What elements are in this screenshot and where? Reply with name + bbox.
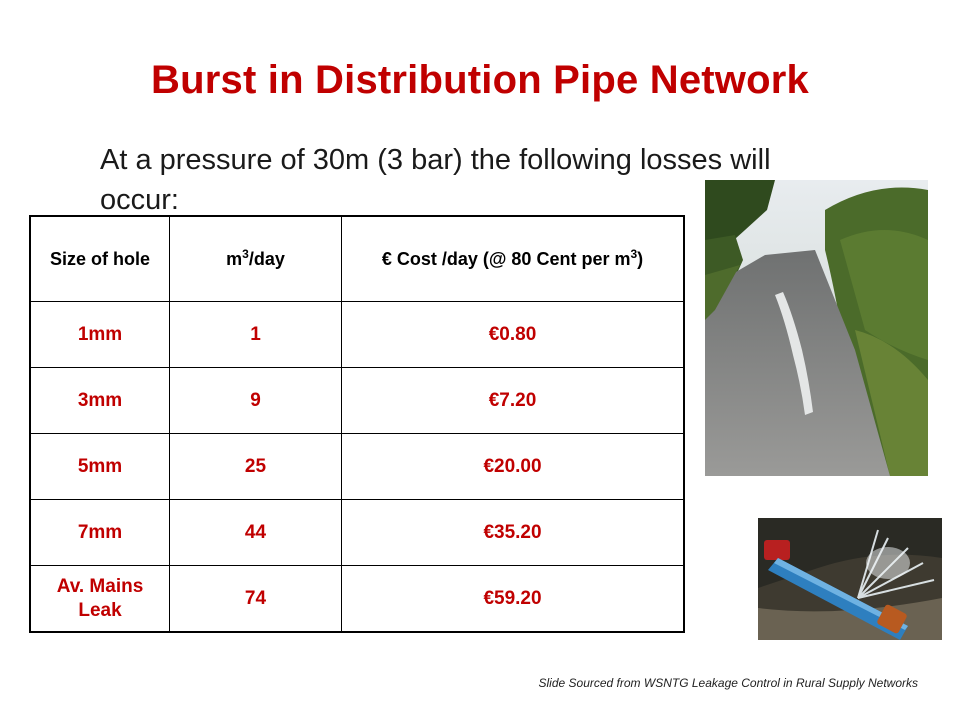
cell-cost: €0.80: [342, 302, 685, 368]
table-row: [30, 500, 684, 566]
slide-title: Burst in Distribution Pipe Network: [151, 58, 809, 102]
header-volume-exp: 3: [242, 247, 249, 261]
cell-cost: €35.20: [342, 500, 685, 566]
cell-size: 7mm: [30, 500, 170, 566]
cell-volume: 74: [170, 566, 342, 633]
table-row: [30, 566, 684, 633]
header-size: Size of hole: [30, 216, 170, 302]
header-volume: [170, 216, 342, 302]
cell-cost: €59.20: [342, 566, 685, 633]
table-header-row: [30, 216, 684, 302]
cell-size: 5mm: [30, 434, 170, 500]
losses-table: [29, 215, 685, 633]
cell-cost: €20.00: [342, 434, 685, 500]
header-volume-base: m: [226, 249, 243, 269]
table-row: [30, 368, 684, 434]
header-cost-end: ): [637, 249, 644, 269]
cell-size: Av. Mains Leak: [30, 566, 170, 633]
header-volume-unit: /day: [248, 249, 285, 269]
cell-volume: 44: [170, 500, 342, 566]
table-row: [30, 434, 684, 500]
table-row: [30, 302, 684, 368]
burst-pipe-photo: [758, 518, 942, 640]
cell-size: 3mm: [30, 368, 170, 434]
header-cost-exp: 3: [630, 247, 638, 261]
cell-size: 1mm: [30, 302, 170, 368]
intro-text: At a pressure of 30m (3 bar) the following losses will occur:: [100, 144, 771, 216]
cell-volume: 25: [170, 434, 342, 500]
source-footer: Slide Sourced from WSNTG Leakage Control in Rural Supply Networks: [538, 676, 918, 690]
cell-volume: 9: [170, 368, 342, 434]
header-cost: [342, 216, 685, 302]
header-cost-base: € Cost /day (@ 80 Cent per m: [381, 249, 631, 269]
cell-cost: €7.20: [342, 368, 685, 434]
cell-volume: 1: [170, 302, 342, 368]
road-leak-photo: [705, 180, 928, 476]
